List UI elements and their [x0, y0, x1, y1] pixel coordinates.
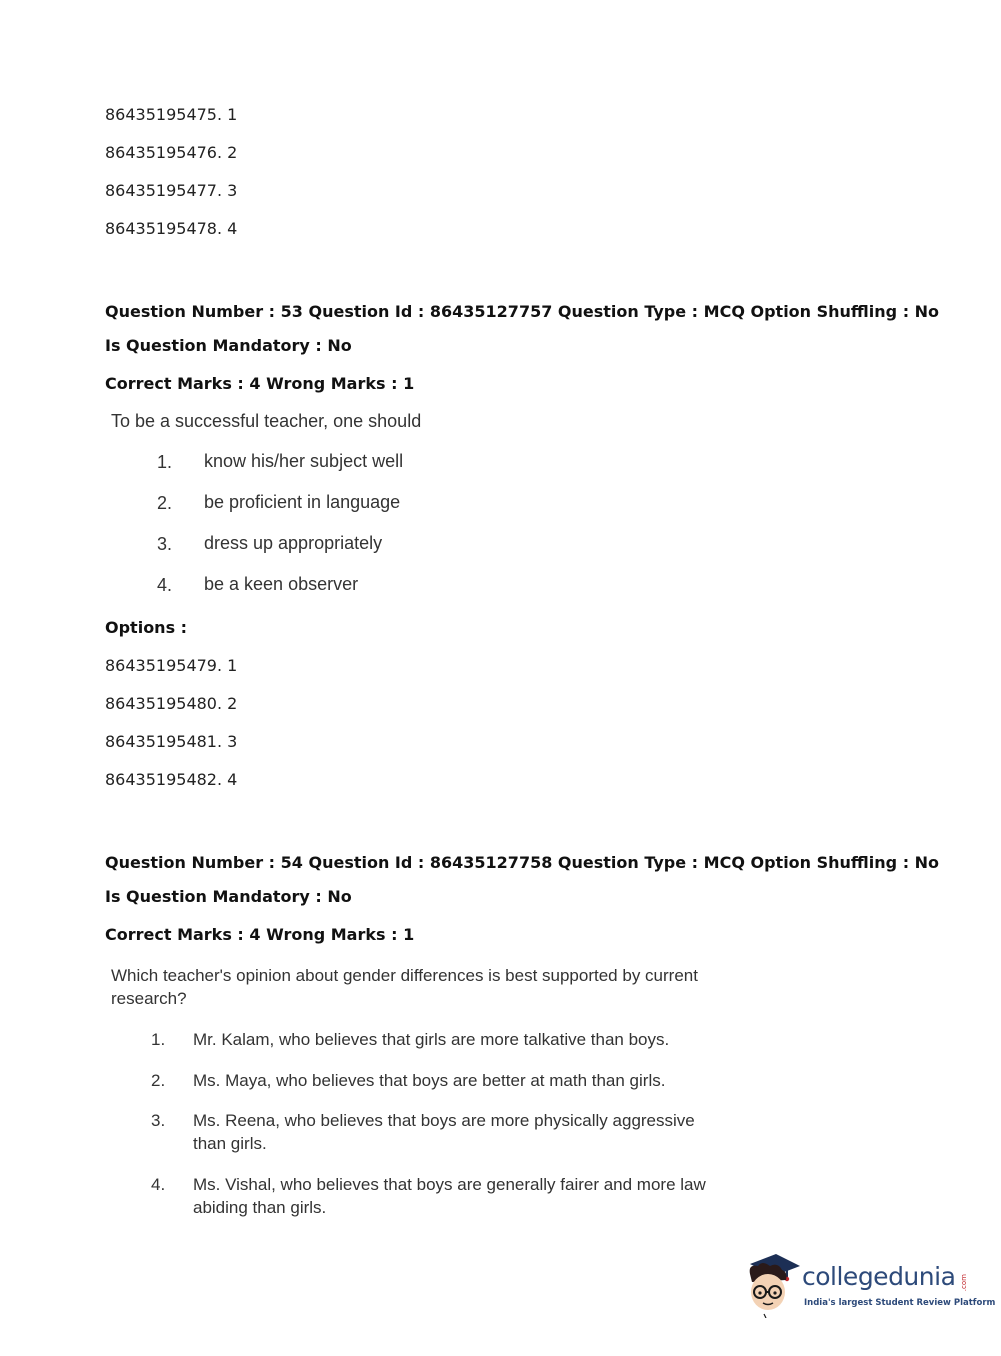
option-line: 86435195482. 4: [105, 770, 238, 789]
question-header: Question Number : 53 Question Id : 86435127757 Question Type : MCQ Option Shuffling : No: [105, 302, 940, 321]
question-text: research?: [111, 989, 187, 1008]
logo-dotcom-text: .com: [960, 1274, 968, 1292]
option-line: 86435195480. 2: [105, 694, 238, 713]
logo-brand-text: collegedunia: [802, 1262, 956, 1291]
item-number: 3.: [151, 1111, 166, 1130]
item-text: Ms. Vishal, who believes that boys are generally fairer and more law: [193, 1175, 706, 1194]
option-line: 86435195477. 3: [105, 181, 238, 200]
question-marks: Correct Marks : 4 Wrong Marks : 1: [105, 374, 415, 393]
question-text: To be a successful teacher, one should: [111, 411, 422, 431]
item-text: dress up appropriately: [204, 533, 383, 553]
item-number: 4.: [157, 575, 173, 595]
item-number: 1.: [151, 1030, 166, 1049]
question-mandatory: Is Question Mandatory : No: [105, 887, 352, 906]
option-line: 86435195481. 3: [105, 732, 238, 751]
item-text: Mr. Kalam, who believes that girls are more talkative than boys.: [193, 1030, 670, 1049]
question-marks: Correct Marks : 4 Wrong Marks : 1: [105, 925, 415, 944]
question-header: Question Number : 54 Question Id : 86435127758 Question Type : MCQ Option Shuffling : No: [105, 853, 940, 872]
option-line: 86435195476. 2: [105, 143, 238, 162]
option-line: 86435195478. 4: [105, 219, 238, 238]
question-mandatory: Is Question Mandatory : No: [105, 336, 352, 355]
mascot-icon: [742, 1248, 802, 1318]
item-text: be a keen observer: [204, 574, 359, 594]
item-number: 3.: [157, 534, 173, 554]
item-text: Ms. Maya, who believes that boys are better at math than girls.: [193, 1071, 666, 1090]
option-line: 86435195479. 1: [105, 656, 238, 675]
collegedunia-logo: [742, 1248, 996, 1318]
logo-tagline: India's largest Student Review Platform: [804, 1298, 996, 1308]
item-text: than girls.: [193, 1134, 267, 1153]
item-text: abiding than girls.: [193, 1198, 327, 1217]
item-text: be proficient in language: [204, 492, 401, 512]
item-number: 4.: [151, 1175, 166, 1194]
question-text: Which teacher's opinion about gender differences is best supported by current: [111, 966, 698, 985]
item-number: 2.: [157, 493, 173, 513]
options-label: Options :: [105, 618, 188, 637]
item-number: 1.: [157, 452, 173, 472]
option-line: 86435195475. 1: [105, 105, 238, 124]
item-number: 2.: [151, 1071, 166, 1090]
item-text: Ms. Reena, who believes that boys are more physically aggressive: [193, 1111, 695, 1130]
item-text: know his/her subject well: [204, 451, 404, 471]
